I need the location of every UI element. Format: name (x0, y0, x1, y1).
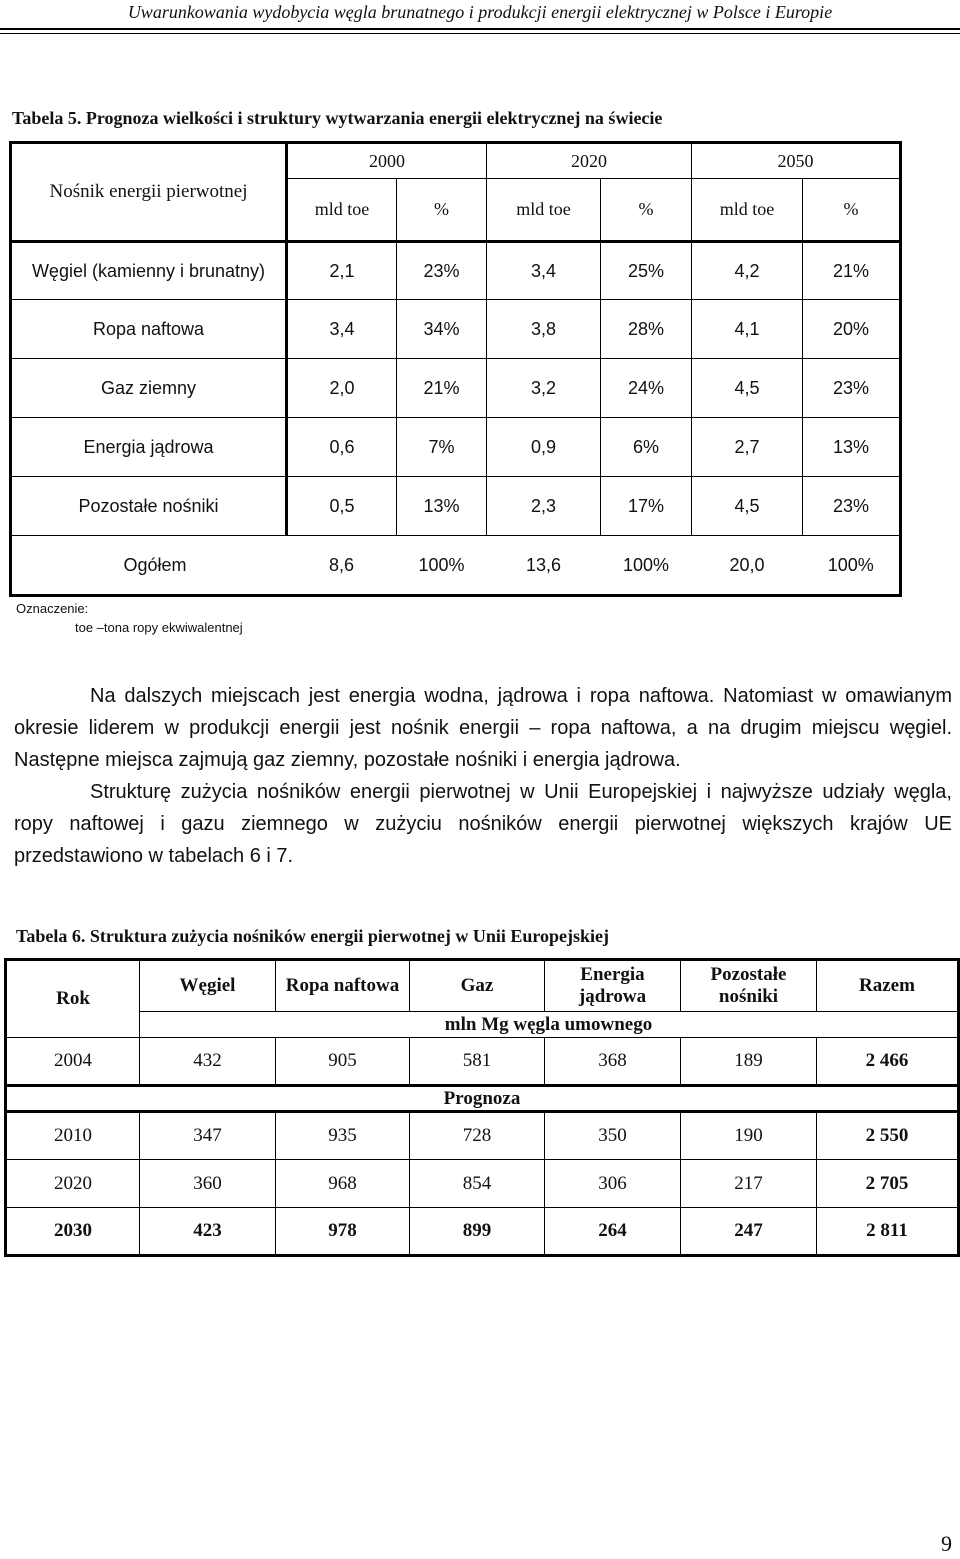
table5-cell: 20% (803, 300, 901, 359)
table5-cell: 17% (601, 477, 692, 536)
table5-row-label: Węgiel (kamienny i brunatny) (11, 242, 287, 300)
table6-cell: 189 (681, 1038, 817, 1086)
table5-cell: 3,8 (487, 300, 601, 359)
table5-subheader: % (601, 179, 692, 242)
table5-cell: 21% (397, 359, 487, 418)
table5-cell: 28% (601, 300, 692, 359)
table5-cell: 4,2 (692, 242, 803, 300)
table6-header: Razem (817, 960, 959, 1012)
table5-total-label: Ogółem (123, 554, 187, 575)
table6-cell: 2 550 (817, 1112, 959, 1160)
table5-cell: 3,2 (487, 359, 601, 418)
table5-cell: 100% (622, 554, 670, 575)
table5-total-row (11, 536, 901, 596)
table5-cell: 100% (418, 554, 465, 575)
table6-cell: 728 (410, 1112, 545, 1160)
table5-row-label: Ropa naftowa (11, 300, 287, 359)
table6-cell: 2 705 (817, 1160, 959, 1208)
table5-row-label: Pozostałe nośniki (11, 477, 287, 536)
table6-cell: 968 (276, 1160, 410, 1208)
table6-row (6, 1160, 959, 1208)
table5-cell: 2,1 (287, 242, 397, 300)
table6-cell: 2020 (6, 1160, 140, 1208)
table5-row (11, 300, 901, 359)
running-header: Uwarunkowania wydobycia węgla brunatnego i produkcji energii elektrycznej w Polsce i Europie (127, 2, 833, 22)
table5-row (11, 477, 901, 536)
table5-cell: 4,5 (692, 477, 803, 536)
paragraph: Strukturę zużycia nośników energii pierwotnej w Unii Europejskiej i najwyższe udziały węgla, ropy naftowej i gazu ziemnego w zużyciu nośników energii pierwotnej większych krajów UE przedstawiono w tabelach 6 i 7. (14, 781, 952, 867)
table6-cell: 2004 (6, 1038, 140, 1086)
table5-cell: 0,6 (287, 418, 397, 477)
table6-cell: 854 (410, 1160, 545, 1208)
table5-cell: 24% (601, 359, 692, 418)
legend-item: toe –tona ropy ekwiwalentnej (75, 620, 243, 635)
table6-cell: 935 (276, 1112, 410, 1160)
table6-header: Ropa naftowa (276, 960, 410, 1012)
table6-cell: 347 (140, 1112, 276, 1160)
table6-caption: Tabela 6. Struktura zużycia nośników energii pierwotnej w Unii Europejskiej (16, 926, 610, 946)
legend-title: Oznaczenie: (16, 601, 89, 616)
table6-cell: 264 (545, 1208, 681, 1256)
table5-cell: 4,1 (692, 300, 803, 359)
table6-cell: 2030 (6, 1208, 140, 1256)
table5-cell: 4,5 (692, 359, 803, 418)
table5-cell: 23% (803, 359, 901, 418)
table6-cell: 432 (140, 1038, 276, 1086)
table6-unit: mln Mg węgla umownego (140, 1012, 959, 1038)
table6-cell: 368 (545, 1038, 681, 1086)
header-rule (0, 28, 960, 30)
table6-header: Energia jądrowa (545, 960, 681, 1012)
table5-caption: Tabela 5. Prognoza wielkości i struktury wytwarzania energii elektrycznej na świecie (12, 108, 663, 128)
table6-row (6, 1038, 959, 1086)
table5-cell: 100% (827, 554, 874, 575)
table6-forecast-label: Prognoza (6, 1086, 959, 1112)
table5-cell: 2,7 (692, 418, 803, 477)
table6-cell: 905 (276, 1038, 410, 1086)
table5-cell: 8,6 (328, 554, 355, 575)
table5-cell: 7% (397, 418, 487, 477)
table5-cell: 23% (397, 242, 487, 300)
table5-subheader: mld toe (487, 179, 601, 242)
table5-row (11, 242, 901, 300)
table6-row (6, 1208, 959, 1256)
table5-cell: 2,3 (487, 477, 601, 536)
table5-cell: 3,4 (487, 242, 601, 300)
table6-cell: 2 811 (817, 1208, 959, 1256)
table6-cell: 2010 (6, 1112, 140, 1160)
table6-cell: 423 (140, 1208, 276, 1256)
table5-year: 2020 (487, 143, 692, 179)
table5 (9, 141, 902, 597)
page-number: 9 (941, 1531, 952, 1556)
header-rule-thin (0, 33, 960, 34)
table5-cell: 2,0 (287, 359, 397, 418)
table6-header: Rok (6, 960, 140, 1038)
table5-cell: 13% (803, 418, 901, 477)
table5-row-label: Gaz ziemny (11, 359, 287, 418)
table5-row (11, 359, 901, 418)
table6-header: Pozostałe nośniki (681, 960, 817, 1012)
table5-cell: 21% (803, 242, 901, 300)
body-text (14, 680, 952, 872)
table6-header: Węgiel (140, 960, 276, 1012)
table6-cell: 217 (681, 1160, 817, 1208)
table5-cell: 25% (601, 242, 692, 300)
table5-row-label: Energia jądrowa (11, 418, 287, 477)
table5-cell: 6% (601, 418, 692, 477)
table5-year: 2050 (692, 143, 901, 179)
table6-cell: 360 (140, 1160, 276, 1208)
table5-cell: 13% (397, 477, 487, 536)
table5-row-header: Nośnik energii pierwotnej (11, 143, 287, 242)
table5-cell: 13,6 (525, 554, 562, 575)
table6-cell: 190 (681, 1112, 817, 1160)
table6-cell: 350 (545, 1112, 681, 1160)
table5-year: 2000 (287, 143, 487, 179)
table6-cell: 978 (276, 1208, 410, 1256)
table5-cell: 0,9 (487, 418, 601, 477)
table6-cell: 899 (410, 1208, 545, 1256)
table5-cell: 20,0 (729, 554, 765, 575)
table5-row (11, 418, 901, 477)
table5-cell: 0,5 (287, 477, 397, 536)
table6-cell: 581 (410, 1038, 545, 1086)
table6-cell: 2 466 (817, 1038, 959, 1086)
table5-cell: 3,4 (287, 300, 397, 359)
paragraph: Na dalszych miejscach jest energia wodna, jądrowa i ropa naftowa. Natomiast w omawianym okresie liderem w produkcji energii jest nośnik energii – ropa naftowa, a na drugim miejscu węgiel. Następne miejsca zajmują gaz ziemny, pozostałe nośniki i energia jądrowa. (14, 685, 952, 771)
table6-header: Gaz (410, 960, 545, 1012)
table6 (4, 958, 960, 1257)
table5-subheader: mld toe (692, 179, 803, 242)
table6-row (6, 1112, 959, 1160)
table5-subheader: % (803, 179, 901, 242)
table6-cell: 247 (681, 1208, 817, 1256)
table5-cell: 34% (397, 300, 487, 359)
table5-subheader: mld toe (287, 179, 397, 242)
table6-cell: 306 (545, 1160, 681, 1208)
table5-subheader: % (397, 179, 487, 242)
table5-cell: 23% (803, 477, 901, 536)
